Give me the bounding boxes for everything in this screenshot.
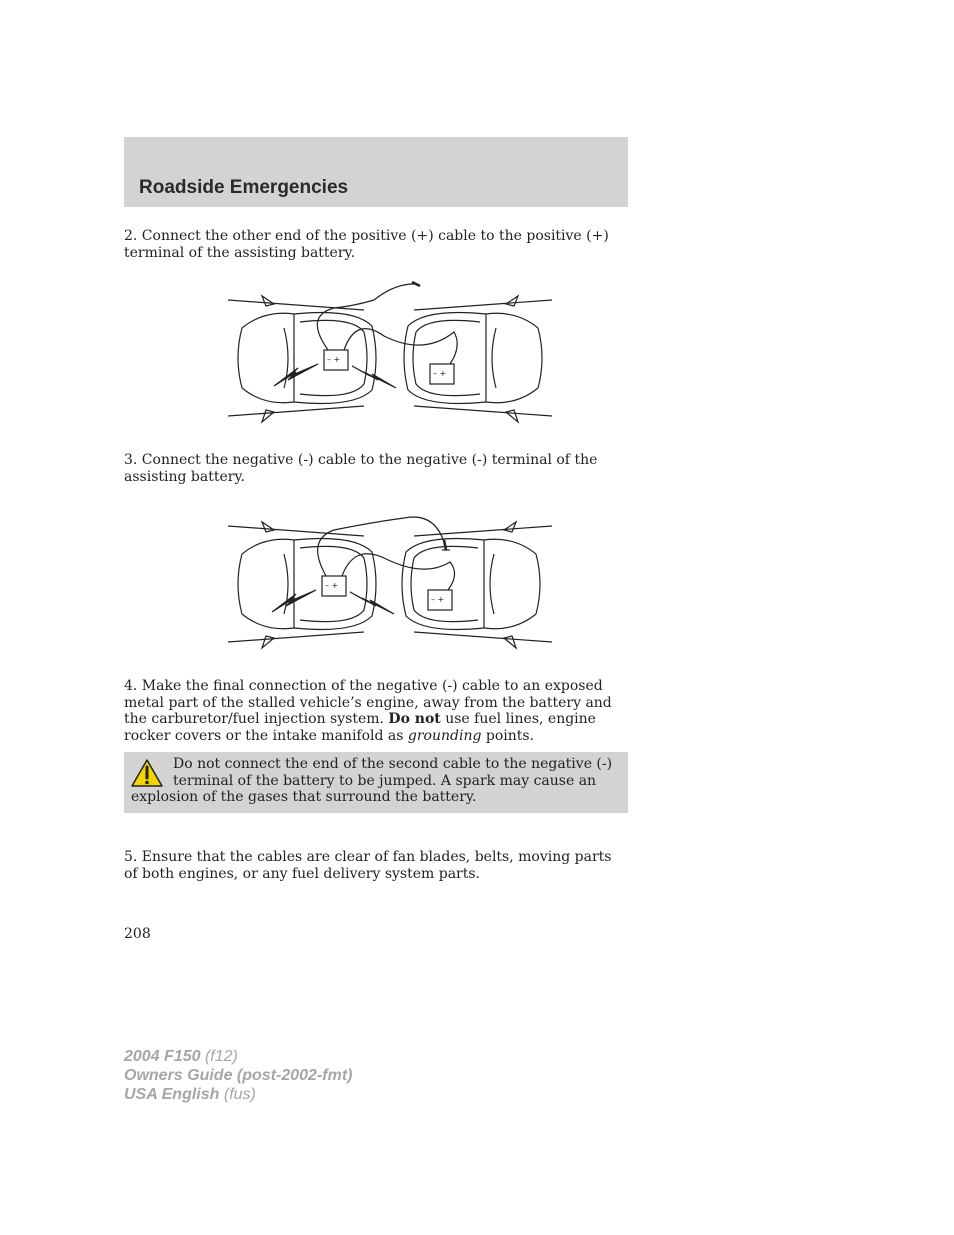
document-footer (124, 1047, 352, 1104)
step-4-text-part: use fuel lines, engine rocker covers or the intake manifold as (124, 711, 596, 744)
step-3-text: 3. Connect the negative (-) cable to the negative (-) terminal of the assisting battery. (124, 452, 598, 485)
footer-language-code: (fus) (223, 1086, 256, 1103)
footer-model: 2004 F150 (124, 1048, 201, 1065)
step-5-text: 5. Ensure that the cables are clear of fan blades, belts, moving parts of both engines, or any fuel delivery system parts. (124, 849, 612, 882)
warning-box (124, 752, 628, 813)
footer-model-code: (f12) (204, 1048, 238, 1065)
step-4-emphasis: Do not (388, 711, 441, 727)
warning-triangle-icon (131, 759, 163, 787)
step-4-italic: grounding (407, 727, 482, 744)
footer-guide: Owners Guide (post-2002-fmt) (124, 1067, 353, 1084)
battery-label: – + (433, 369, 447, 378)
footer-line-2 (124, 1066, 352, 1085)
step-2-text: 2. Connect the other end of the positive (+) cable to the positive (+) terminal of the assisting battery. (124, 228, 609, 261)
battery-label: – + (325, 581, 339, 590)
battery-label: – + (431, 595, 445, 604)
step-4-text-part: points. (481, 727, 535, 744)
section-title: Roadside Emergencies (139, 177, 349, 198)
warning-text: Do not connect the end of the second cable to the negative (-) terminal of the battery to be jumped. A spark may cause an explosion of the gases that surround the battery. (131, 756, 613, 805)
battery-label: – + (327, 355, 341, 364)
page-number: 208 (124, 926, 151, 942)
step-4-text (124, 678, 626, 744)
footer-line-1 (124, 1047, 352, 1066)
jump-start-diagram-negative (224, 504, 556, 668)
footer-line-3 (124, 1085, 352, 1104)
section-header (124, 137, 628, 207)
footer-language: USA English (124, 1086, 220, 1103)
jump-start-diagram-positive (224, 276, 556, 440)
step-4-text-part: 4. Make the final connection of the negative (-) cable to an exposed metal part of the stalled vehicle’s engine, away from the battery and the carburetor/fuel injection system. (124, 678, 612, 727)
